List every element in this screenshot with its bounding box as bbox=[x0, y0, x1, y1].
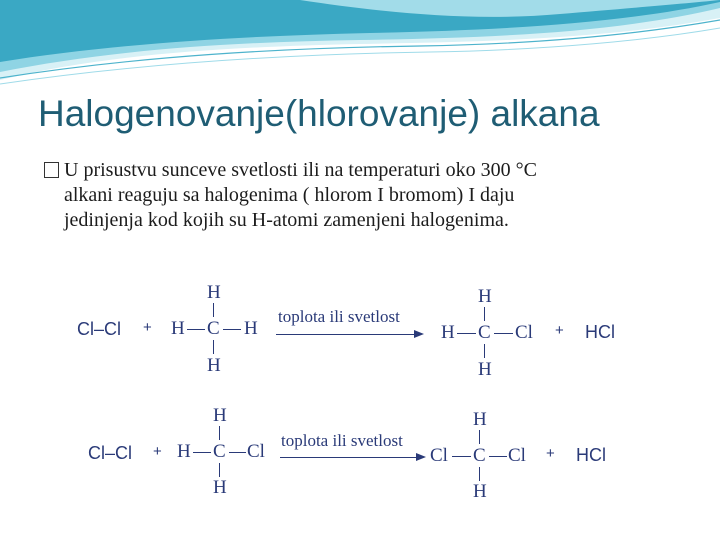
r1-product-right: Cl bbox=[515, 322, 533, 343]
r2-product-bond-bottom bbox=[479, 467, 480, 481]
slide-title: Halogenovanje(hlorovanje) alkana bbox=[38, 93, 600, 134]
r1-product-bond-right bbox=[494, 333, 513, 334]
text-line-2: alkani reaguju sa halogenima ( hlorom I bromom) I daju bbox=[64, 184, 515, 206]
r1-methane-bond-right bbox=[223, 329, 241, 330]
r2-product-bottom: H bbox=[473, 481, 487, 502]
r2-product-bond-left bbox=[452, 456, 471, 457]
r2-reactant-bond-top bbox=[219, 426, 220, 440]
text-line-3: jedinjenja kod kojih su H-atomi zamenjeni halogenima. bbox=[64, 209, 509, 231]
r1-product-bond-top bbox=[484, 307, 485, 321]
r2-product-right: Cl bbox=[508, 445, 526, 466]
r2-condition: toplota ili svetlost bbox=[281, 431, 403, 450]
r1-product-center: C bbox=[478, 322, 491, 343]
r1-reactant-cl2: Cl–Cl bbox=[77, 319, 122, 339]
r1-condition: toplota ili svetlost bbox=[278, 307, 400, 326]
reaction-2 bbox=[0, 400, 720, 510]
r2-reactant-center: C bbox=[213, 441, 226, 462]
r1-product-bond-bottom bbox=[484, 344, 485, 358]
r1-plus-2: + bbox=[555, 322, 564, 339]
text-line-1: U prisustvu sunceve svetlosti ili na temperaturi oko 300 °C bbox=[64, 159, 537, 181]
r1-methane-top: H bbox=[207, 282, 221, 303]
r2-arrow-head bbox=[416, 453, 426, 461]
r2-product-left: Cl bbox=[430, 445, 448, 466]
r2-reactant-bond-right bbox=[229, 452, 246, 453]
r2-product-bond-top bbox=[479, 430, 480, 444]
r1-product-bottom: H bbox=[478, 359, 492, 380]
r2-byproduct-hcl: HCl bbox=[576, 445, 606, 465]
r1-methane-right: H bbox=[244, 318, 258, 339]
r1-methane-bond-bottom bbox=[213, 340, 214, 354]
r1-arrow-head bbox=[414, 330, 424, 338]
body-text bbox=[44, 158, 704, 233]
r1-product-left: H bbox=[441, 322, 455, 343]
r1-arrow bbox=[276, 334, 416, 335]
r1-methane-left: H bbox=[171, 318, 185, 339]
r2-arrow bbox=[280, 457, 418, 458]
r2-plus-1: + bbox=[153, 443, 162, 460]
r2-reactant-bond-left bbox=[193, 452, 211, 453]
r1-methane-bond-left bbox=[187, 329, 205, 330]
r2-reactant-right: Cl bbox=[247, 441, 265, 462]
header-wave bbox=[0, 0, 720, 90]
r1-product-bond-left bbox=[457, 333, 476, 334]
r1-byproduct-hcl: HCl bbox=[585, 322, 615, 342]
r2-reactant-cl2: Cl–Cl bbox=[88, 443, 133, 463]
box-glyph-icon bbox=[44, 162, 59, 178]
r2-product-center: C bbox=[473, 445, 486, 466]
reaction-1 bbox=[0, 270, 720, 390]
r2-reactant-bond-bottom bbox=[219, 463, 220, 477]
r2-product-bond-right bbox=[489, 456, 507, 457]
r1-plus-1: + bbox=[143, 319, 152, 336]
r2-plus-2: + bbox=[546, 445, 555, 462]
r1-methane-bond-top bbox=[213, 303, 214, 317]
r1-methane-center: C bbox=[207, 318, 220, 339]
r2-reactant-top: H bbox=[213, 405, 227, 426]
r2-reactant-bottom: H bbox=[213, 477, 227, 498]
r2-product-top: H bbox=[473, 409, 487, 430]
r2-reactant-left: H bbox=[177, 441, 191, 462]
r1-methane-bottom: H bbox=[207, 355, 221, 376]
r1-product-top: H bbox=[478, 286, 492, 307]
